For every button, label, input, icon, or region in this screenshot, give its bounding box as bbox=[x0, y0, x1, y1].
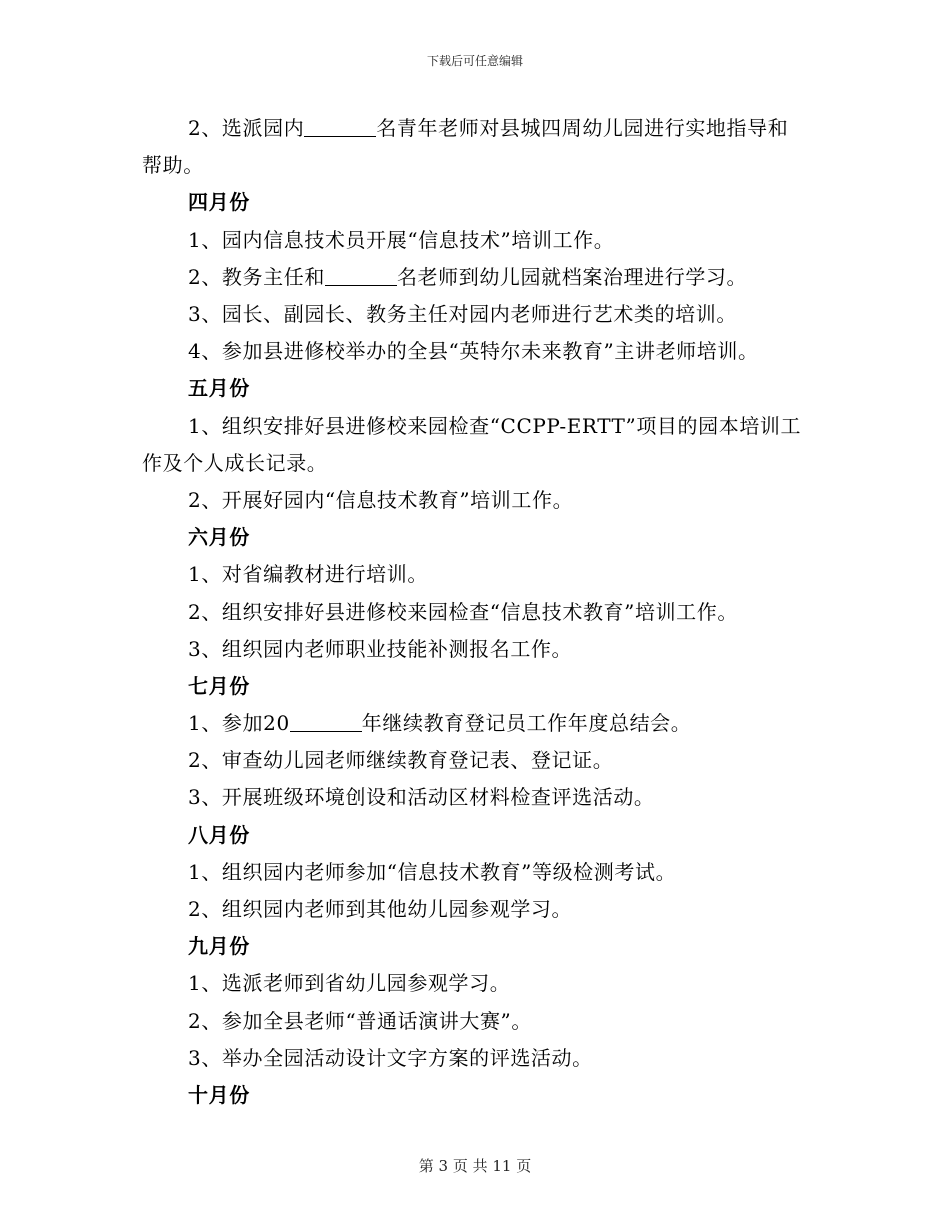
april-item-3: 3、园长、副园长、教务主任对园内老师进行艺术类的培训。 bbox=[188, 301, 737, 326]
april-item-4: 4、参加县进修校举办的全县“英特尔未来教育”主讲老师培训。 bbox=[188, 339, 759, 364]
april-item-2: 2、教务主任和 名老师到幼儿园就档案治理进行学习。 bbox=[188, 264, 748, 289]
intro-item-2: 2、选派园内 名青年老师对县城四周幼儿园进行实地指导和帮助。 bbox=[142, 116, 789, 178]
month-heading-august: 八月份 bbox=[188, 822, 250, 847]
april-item-1: 1、园内信息技术员开展“信息技术”培训工作。 bbox=[188, 227, 615, 252]
page-footer: 第 3 页 共 11 页 bbox=[418, 1157, 532, 1175]
fill-blank bbox=[290, 711, 362, 732]
june-item-3: 3、组织园内老师职业技能补测报名工作。 bbox=[188, 636, 573, 661]
document-body bbox=[142, 110, 808, 1114]
july-item-2: 2、审查幼儿园老师继续教育登记表、登记证。 bbox=[188, 748, 614, 773]
fill-blank bbox=[304, 116, 376, 137]
august-item-2: 2、组织园内老师到其他幼儿园参观学习。 bbox=[188, 897, 573, 921]
june-item-2: 2、组织安排好县进修校来园检查“信息技术教育”培训工作。 bbox=[188, 599, 738, 624]
page-header: 下载后可任意编辑 bbox=[426, 54, 523, 68]
month-heading-september: 九月份 bbox=[188, 934, 250, 959]
august-item-1: 1、组织园内老师参加“信息技术教育”等级检测考试。 bbox=[188, 859, 677, 884]
june-item-1: 1、对省编教材进行培训。 bbox=[188, 562, 428, 587]
month-heading-may: 五月份 bbox=[188, 376, 250, 401]
may-item-1: 1、组织安排好县进修校来园检查“CCPP-ERTT”项目的园本培训工作及个人成长记录。 bbox=[142, 413, 802, 475]
july-item-1: 1、参加20 年继续教育登记员工作年度总结会。 bbox=[188, 711, 692, 736]
month-heading-june: 六月份 bbox=[188, 525, 250, 550]
july-item-3: 3、开展班级环境创设和活动区材料检查评选活动。 bbox=[188, 785, 655, 810]
fill-blank bbox=[325, 265, 397, 286]
september-item-2: 2、参加全县老师“普通话演讲大赛”。 bbox=[188, 1008, 532, 1033]
month-heading-july: 七月份 bbox=[188, 673, 250, 698]
month-heading-october: 十月份 bbox=[188, 1082, 250, 1107]
september-item-3: 3、举办全园活动设计文字方案的评选活动。 bbox=[188, 1045, 593, 1070]
month-heading-april: 四月份 bbox=[188, 190, 250, 215]
september-item-1: 1、选派老师到省幼儿园参观学习。 bbox=[188, 971, 511, 996]
may-item-2: 2、开展好园内“信息技术教育”培训工作。 bbox=[188, 487, 574, 512]
